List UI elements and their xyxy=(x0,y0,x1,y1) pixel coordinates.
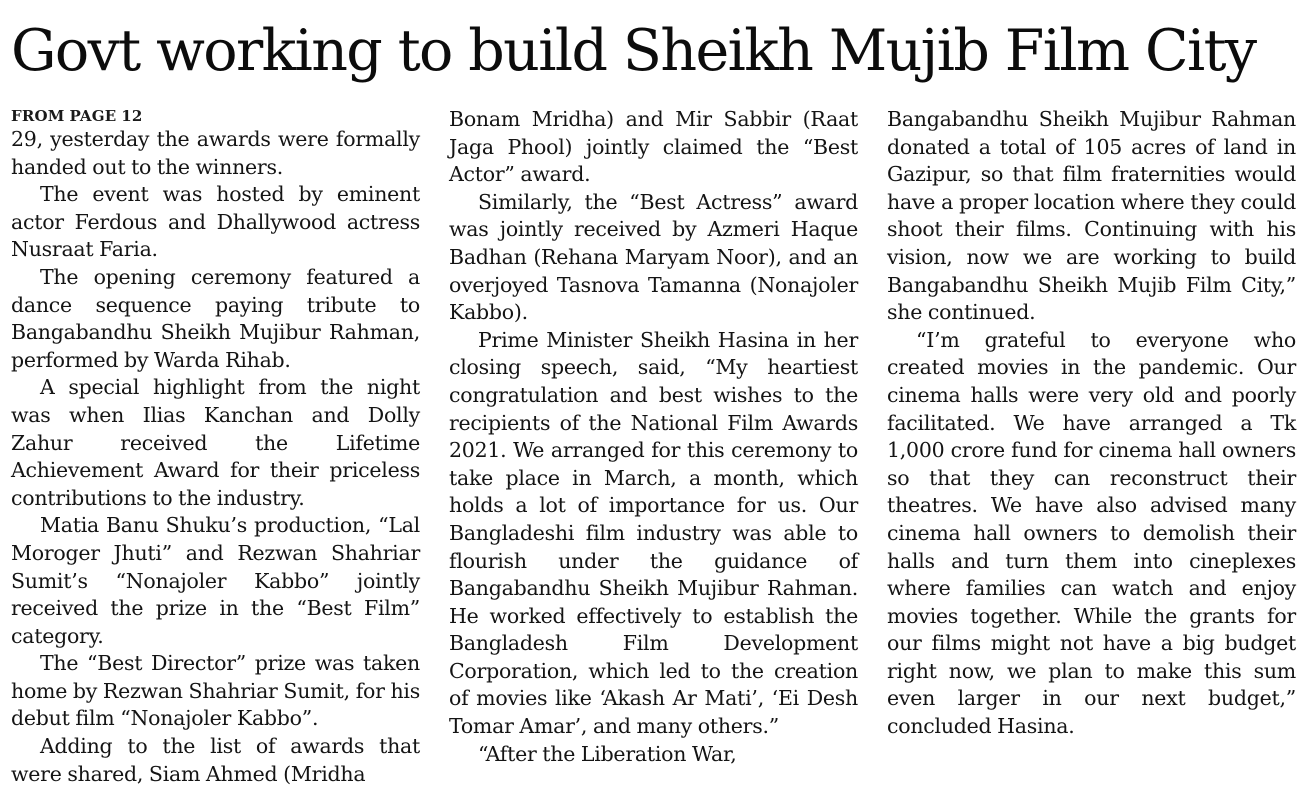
paragraph: “After the Liberation War, xyxy=(478,741,737,766)
paragraph: Bonam Mridha) and Mir Sabbir (Raat Jaga Phool) jointly claimed the “Best Actor” award. xyxy=(449,107,858,187)
paragraph: Prime Minister Sheikh Hasina in her closing speech, said, “My heartiest congratulation and best wishes to the recipients of the National Film Awards 2021. We arranged for this ceremony to take place in March, a month, which holds a lot of importance for us. Our Bangladeshi film industry was able to flourish under the guidance of Bangabandhu Sheikh Mujibur Rahman. He worked effectively to establish the Bangladesh Film Development Corporation, which led to the creation of movies like ‘Akash Ar Mati’, ‘Ei Desh Tomar Amar’, and many others.” xyxy=(449,327,858,739)
paragraph: Adding to the list of awards that were shared, Siam Ahmed (Mridha xyxy=(11,734,420,786)
paragraph: 29, yesterday the awards were formally handed out to the winners. xyxy=(11,127,420,179)
paragraph: The event was hosted by eminent actor Ferdous and Dhallywood actress Nusraat Faria. xyxy=(11,182,420,262)
article-column-3 xyxy=(887,106,1296,788)
article-column-1 xyxy=(11,106,420,788)
paragraph: Bangabandhu Sheikh Mujibur Rahman donated a total of 105 acres of land in Gazipur, so that film fraternities would have a proper location where they could shoot their films. Continuing with his vision, now we are working to build Bangabandhu Sheikh Mujib Film City,” she continued. xyxy=(887,107,1296,325)
paragraph: A special highlight from the night was when Ilias Kanchan and Dolly Zahur received the Lifetime Achievement Award for their priceless contributions to the industry. xyxy=(11,375,420,510)
paragraph: The opening ceremony featured a dance sequence paying tribute to Bangabandhu Sheikh Mujibur Rahman, performed by Warda Rihab. xyxy=(11,264,420,372)
paragraph: Similarly, the “Best Actress” award was jointly received by Azmeri Haque Badhan (Rehana Maryam Noor), and an overjoyed Tasnova Tamanna (Nonajoler Kabbo). xyxy=(449,189,858,325)
article-column-2 xyxy=(449,106,858,788)
continuation-label: FROM PAGE 12 xyxy=(11,107,143,125)
article-columns xyxy=(11,106,1296,788)
headline: Govt working to build Sheikh Mujib Film City xyxy=(11,18,1256,84)
paragraph: Matia Banu Shuku’s production, “Lal Moroger Jhuti” and Rezwan Shahriar Sumit’s “Nonajoler Kabbo” jointly received the prize in the “Best Film” category. xyxy=(11,513,420,648)
paragraph: “I’m grateful to everyone who created movies in the pandemic. Our cinema halls were very old and poorly facilitated. We have arranged a Tk 1,000 crore fund for cinema hall owners so that they can reconstruct their theatres. We have also advised many cinema hall owners to demolish their halls and turn them into cineplexes where families can watch and enjoy movies together. While the grants for our films might not have a big budget right now, we plan to make this sum even larger in our next budget,” concluded Hasina. xyxy=(887,327,1296,739)
paragraph: The “Best Director” prize was taken home by Rezwan Shahriar Sumit, for his debut film “Nonajoler Kabbo”. xyxy=(11,651,420,731)
